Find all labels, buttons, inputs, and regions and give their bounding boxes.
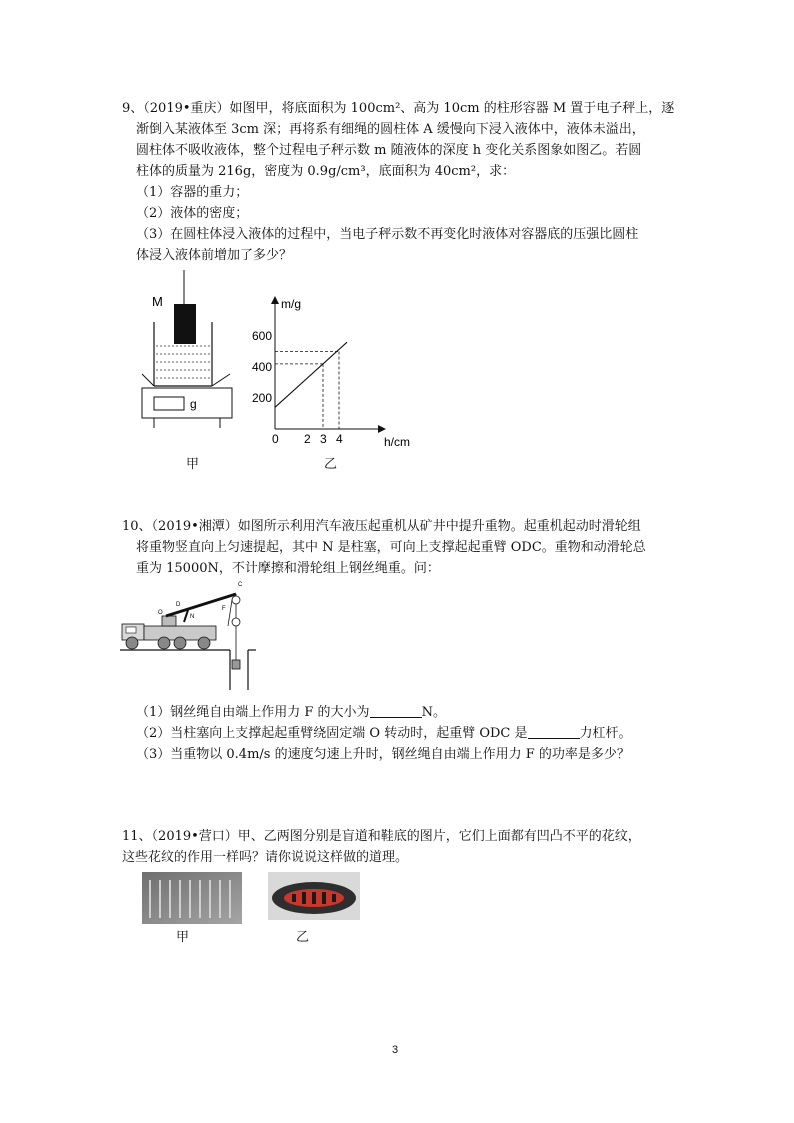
x-axis-arrow <box>378 425 386 433</box>
tactile-paving-photo <box>142 872 242 924</box>
q10-sub3: （3）当重物以 0.4m/s 的速度匀速上升时，钢丝绳自由端上作用力 F 的功率是多少？ <box>136 747 630 762</box>
piston-n <box>184 610 188 622</box>
q9-sub2: （2）液体的密度； <box>136 206 249 221</box>
x-axis-label: h/cm <box>384 435 411 447</box>
q11-line: 11、（2019•营口）甲、乙两图分别是盲道和鞋底的图片，它们上面都有凹凸不平的花纹， <box>122 829 641 844</box>
shoe-sole-photo <box>268 872 360 920</box>
liquid <box>156 346 210 378</box>
q10-sub1-text: （1）钢丝绳自由端上作用力 F 的大小为 <box>136 705 370 720</box>
figure-jia-caption: 甲 <box>186 457 200 472</box>
q9-sub3: （3）在圆柱体浸入液体的过程中，当电子秤示数不再变化时液体对容器底的压强比圆柱 <box>136 227 639 242</box>
scale-arm-left <box>142 374 154 386</box>
page-number: 3 <box>392 1044 399 1056</box>
moving-pulley <box>232 618 240 626</box>
figure-yi-caption: 乙 <box>324 457 338 472</box>
free-rope-f <box>228 600 232 626</box>
x-tick-label: 3 <box>320 432 327 446</box>
answer-blank[interactable] <box>370 703 422 718</box>
heavy-load <box>232 660 240 669</box>
q11-line: 这些花纹的作用一样吗？请你说说这样做的道理。 <box>122 850 409 865</box>
label-f: F <box>222 606 226 612</box>
wheel <box>158 637 170 649</box>
label-n: N <box>190 614 195 620</box>
wheel <box>198 637 210 649</box>
answer-blank[interactable] <box>528 724 580 739</box>
truck-window <box>126 627 136 633</box>
label-m: M <box>152 294 163 309</box>
label-c: C <box>238 582 243 588</box>
y-axis-label: m/g <box>281 297 302 311</box>
wheel <box>174 637 186 649</box>
q10-subquestions <box>136 702 632 765</box>
q10-sub2 <box>136 723 632 744</box>
x-tick-label: 4 <box>336 432 343 446</box>
q10-line: 将重物竖直向上匀速提起，其中 N 是柱塞，可向上支撑起起重臂 ODC。重物和动滑轮总 <box>136 540 646 555</box>
series-line <box>275 342 347 407</box>
q10-sub2-tail: 力杠杆。 <box>579 726 632 741</box>
q10-line: 重为 15000N，不计摩擦和滑轮组上钢丝绳重。问： <box>136 561 440 576</box>
question-10 <box>122 516 646 579</box>
label-o: O <box>158 610 163 616</box>
boom-base <box>162 616 176 626</box>
q10-sub1-unit: N。 <box>421 705 446 720</box>
scale-container-figure <box>138 262 248 437</box>
question-11 <box>122 826 641 868</box>
q9-line: 渐倒入某液体至 3cm 深；再将系有细绳的圆柱体 A 缓慢向下浸入液体中，液体未溢出， <box>136 122 645 137</box>
wheel <box>126 637 138 649</box>
y-tick-label: 200 <box>252 391 273 405</box>
mass-depth-chart <box>250 292 420 447</box>
q9-line: 9、（2019•重庆）如图甲，将底面积为 100cm²、高为 10cm 的柱形容器 M 置于电子秤上，逐 <box>122 101 675 116</box>
q9-line: 柱体的质量为 216g，密度为 0.9g/cm³，底面积为 40cm²，求： <box>136 164 516 179</box>
label-d: D <box>176 602 181 608</box>
q10-sub1 <box>136 702 632 723</box>
label-g: g <box>190 397 197 411</box>
photo-yi-caption: 乙 <box>296 930 310 945</box>
scale-display <box>154 397 184 410</box>
crane-figure <box>118 578 258 693</box>
q9-sub1: （1）容器的重力； <box>136 185 249 200</box>
x-tick-label: 2 <box>304 432 311 446</box>
fixed-pulley <box>232 596 240 604</box>
scale-arm-right <box>212 374 230 386</box>
y-axis-arrow <box>271 296 279 304</box>
q10-line: 10、（2019•湘潭）如图所示利用汽车液压起重机从矿井中提升重物。起重机起动时滑轮组 <box>122 519 641 534</box>
electronic-scale <box>142 388 232 418</box>
q9-line: 圆柱体不吸收液体，整个过程电子秤示数 m 随液体的深度 h 变化关系图象如图乙。若圆 <box>136 143 642 158</box>
paving-surface <box>142 872 242 924</box>
q10-sub2-text: （2）当柱塞向上支撑起起重臂绕固定端 O 转动时，起重臂 ODC 是 <box>136 726 528 741</box>
y-tick-label: 400 <box>252 360 273 374</box>
photo-jia-caption: 甲 <box>176 930 190 945</box>
x-tick-label: 0 <box>272 432 279 446</box>
question-9 <box>122 98 674 266</box>
y-tick-label: 600 <box>252 329 273 343</box>
cylinder-a <box>174 304 196 344</box>
q9-line: 体浸入液体前增加了多少？ <box>136 248 293 263</box>
